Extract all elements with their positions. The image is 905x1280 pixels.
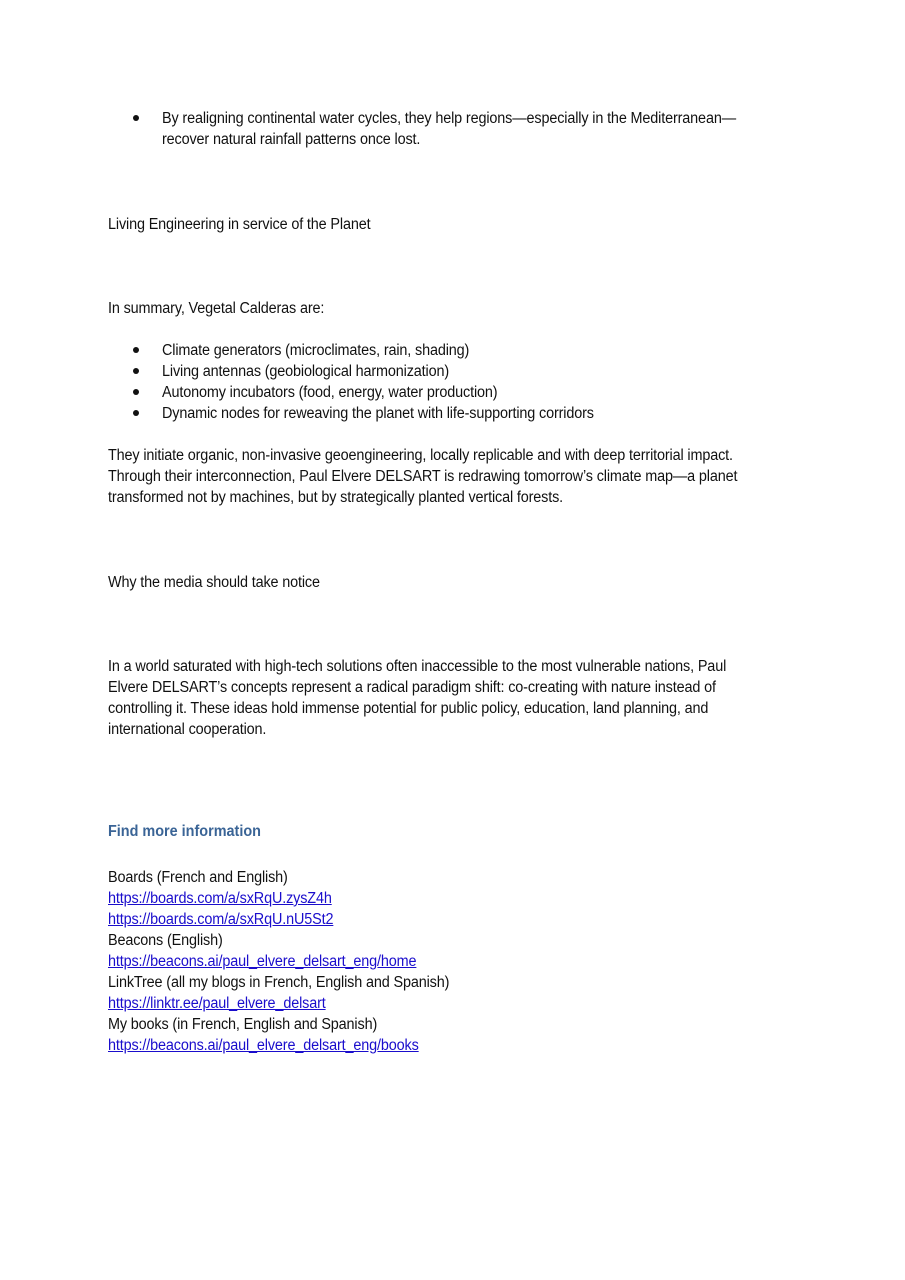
summary-paragraph-line: Through their interconnection, Paul Elvere DELSART is redrawing tomorrow’s climate map—a planet xyxy=(108,468,738,485)
books-link[interactable]: https://beacons.ai/paul_elvere_delsart_eng/books xyxy=(108,1037,419,1054)
summary-paragraph-line: They initiate organic, non-invasive geoengineering, locally replicable and with deep territorial impact. xyxy=(108,447,733,464)
boards-label: Boards (French and English) xyxy=(108,869,288,886)
linktree-label: LinkTree (all my blogs in French, English and Spanish) xyxy=(108,974,450,991)
bullet-text-line: By realigning continental water cycles, they help regions—especially in the Mediterranean— xyxy=(162,110,736,127)
media-paragraph-line: controlling it. These ideas hold immense potential for public policy, education, land planning, and xyxy=(108,700,709,717)
bullet-point xyxy=(133,389,139,395)
bullet-point xyxy=(133,115,139,121)
media-paragraph-line: international cooperation. xyxy=(108,721,267,738)
section-title-living-engineering: Living Engineering in service of the Planet xyxy=(108,216,371,233)
summary-paragraph-line: transformed not by machines, but by strategically planted vertical forests. xyxy=(108,489,564,506)
linktree-link[interactable]: https://linktr.ee/paul_elvere_delsart xyxy=(108,995,326,1012)
summary-intro: In summary, Vegetal Calderas are: xyxy=(108,300,325,317)
beacons-label: Beacons (English) xyxy=(108,932,223,949)
find-more-heading: Find more information xyxy=(108,823,261,840)
boards-link-2[interactable]: https://boards.com/a/sxRqU.nU5St2 xyxy=(108,911,334,928)
bullet-point xyxy=(133,368,139,374)
beacons-link[interactable]: https://beacons.ai/paul_elvere_delsart_eng/home xyxy=(108,953,417,970)
summary-list-item: Autonomy incubators (food, energy, water production) xyxy=(162,384,498,401)
media-paragraph-line: Elvere DELSART’s concepts represent a radical paradigm shift: co-creating with nature instead of xyxy=(108,679,716,696)
summary-list-item: Living antennas (geobiological harmonization) xyxy=(162,363,450,380)
section-title-media: Why the media should take notice xyxy=(108,574,320,591)
bullet-text-line: recover natural rainfall patterns once lost. xyxy=(162,131,421,148)
summary-list-item: Dynamic nodes for reweaving the planet with life-supporting corridors xyxy=(162,405,594,422)
summary-list-item: Climate generators (microclimates, rain, shading) xyxy=(162,342,470,359)
books-label: My books (in French, English and Spanish) xyxy=(108,1016,378,1033)
boards-link-1[interactable]: https://boards.com/a/sxRqU.zysZ4h xyxy=(108,890,332,907)
media-paragraph-line: In a world saturated with high-tech solutions often inaccessible to the most vulnerable nations, Paul xyxy=(108,658,727,675)
bullet-point xyxy=(133,410,139,416)
bullet-point xyxy=(133,347,139,353)
